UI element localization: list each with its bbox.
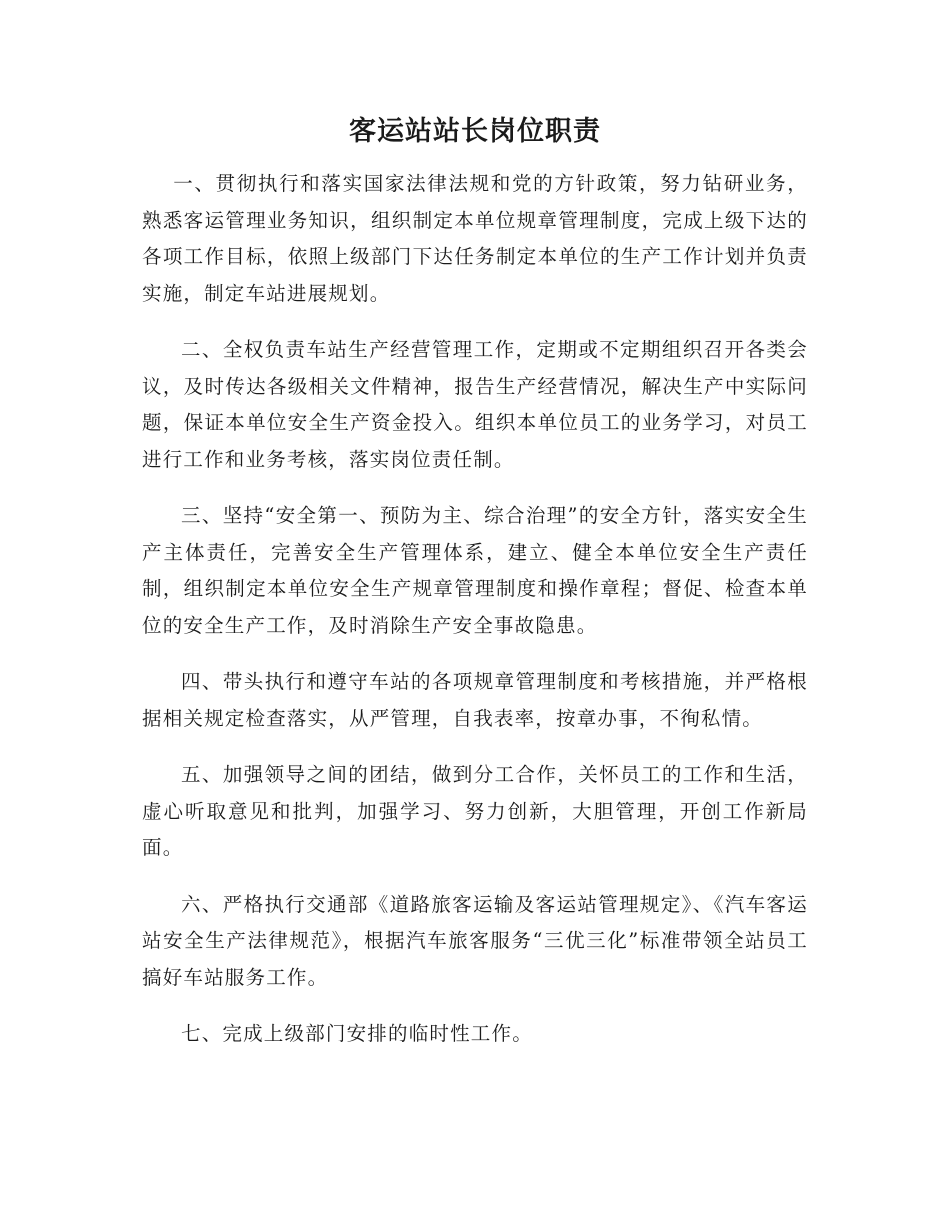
duty-paragraph-1: 一、贯彻执行和落实国家法律法规和党的方针政策，努力钻研业务，熟悉客运管理业务知识，组织制定本单位规章管理制度，完成上级下达的各项工作目标，依照上级部门下达任务制定本单位的生产工作计划并负责实施，制定车站进展规划。 <box>142 172 808 305</box>
duty-paragraph-2: 二、全权负责车站生产经营管理工作，定期或不定期组织召开各类会议，及时传达各级相关文件精神，报告生产经营情况，解决生产中实际问题，保证本单位安全生产资金投入。组织本单位员工的业务学习，对员工进行工作和业务考核，落实岗位责任制。 <box>142 338 808 471</box>
duty-paragraph-3: 三、坚持“安全第一、预防为主、综合治理”的安全方针，落实安全生产主体责任，完善安全生产管理体系，建立、健全本单位安全生产责任制，组织制定本单位安全生产规章管理制度和操作章程；督促、检查本单位的安全生产工作，及时消除生产安全事故隐患。 <box>142 504 808 637</box>
duty-paragraph-7: 七、完成上级部门安排的临时性工作。 <box>181 1022 533 1045</box>
duty-paragraph-6: 六、严格执行交通部《道路旅客运输及客运站管理规定》、《汽车客运站安全生产法律规范》，根据汽车旅客服务“三优三化”标准带领全站员工搞好车站服务工作。 <box>142 892 808 989</box>
document-title: 客运站站长岗位职责 <box>349 116 601 147</box>
duty-paragraph-4: 四、带头执行和遵守车站的各项规章管理制度和考核措施，并严格根据相关规定检查落实，从严管理，自我表率，按章办事，不徇私情。 <box>142 670 808 730</box>
duty-paragraph-5: 五、加强领导之间的团结，做到分工合作，关怀员工的工作和生活，虚心听取意见和批判，加强学习、努力创新，大胆管理，开创工作新局面。 <box>142 763 808 859</box>
document-body <box>142 166 808 1073</box>
